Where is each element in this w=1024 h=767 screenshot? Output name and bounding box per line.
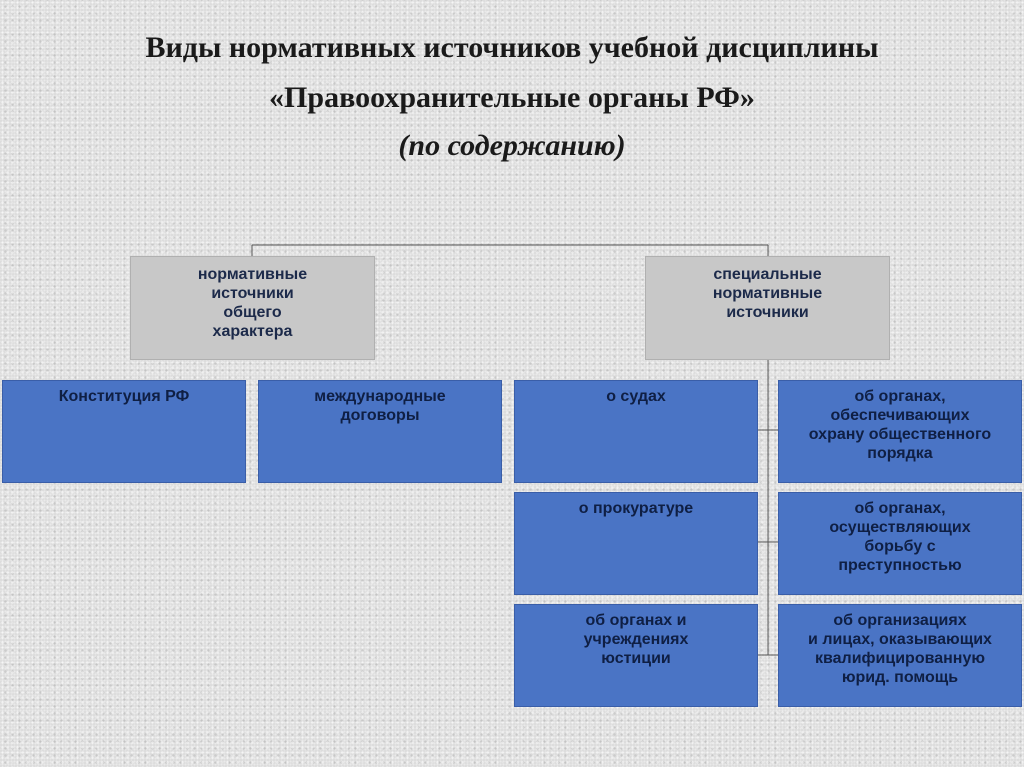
- item-crime-fighting-bodies: [778, 492, 1022, 595]
- item-prosecution-label: о прокуратуре: [578, 500, 694, 517]
- category-general-label: нормативные источники общего характера: [197, 266, 308, 340]
- category-special-sources: [645, 256, 890, 360]
- item-legal-aid-organizations-label: об организациях и лицах, оказывающих квалифицированную юрид. помощь: [808, 612, 992, 686]
- item-justice-bodies-label: об органах и учреждениях юстиции: [583, 612, 689, 667]
- item-constitution-label: Конституция РФ: [58, 388, 190, 405]
- item-courts-label: о судах: [606, 388, 666, 405]
- item-courts: [514, 380, 758, 483]
- item-international-treaties-label: международные договоры: [314, 388, 446, 424]
- item-legal-aid-organizations: [778, 604, 1022, 707]
- page-subtitle: «Правоохранительные органы РФ»: [269, 81, 755, 114]
- item-public-order-bodies-label: об органах, обеспечивающих охрану общественного порядка: [808, 388, 992, 462]
- item-international-treaties: [258, 380, 502, 483]
- item-prosecution: [514, 492, 758, 595]
- item-constitution: [2, 380, 246, 483]
- category-special-label: специальные нормативные источники: [712, 266, 823, 321]
- item-justice-bodies: [514, 604, 758, 707]
- item-public-order-bodies: [778, 380, 1022, 483]
- page-subtitle-note: (по содержанию): [398, 129, 626, 162]
- page-title: Виды нормативных источников учебной дисциплины: [145, 31, 879, 64]
- item-crime-fighting-bodies-label: об органах, осуществляющих борьбу с преступностью: [829, 500, 971, 574]
- category-general-sources: [130, 256, 375, 360]
